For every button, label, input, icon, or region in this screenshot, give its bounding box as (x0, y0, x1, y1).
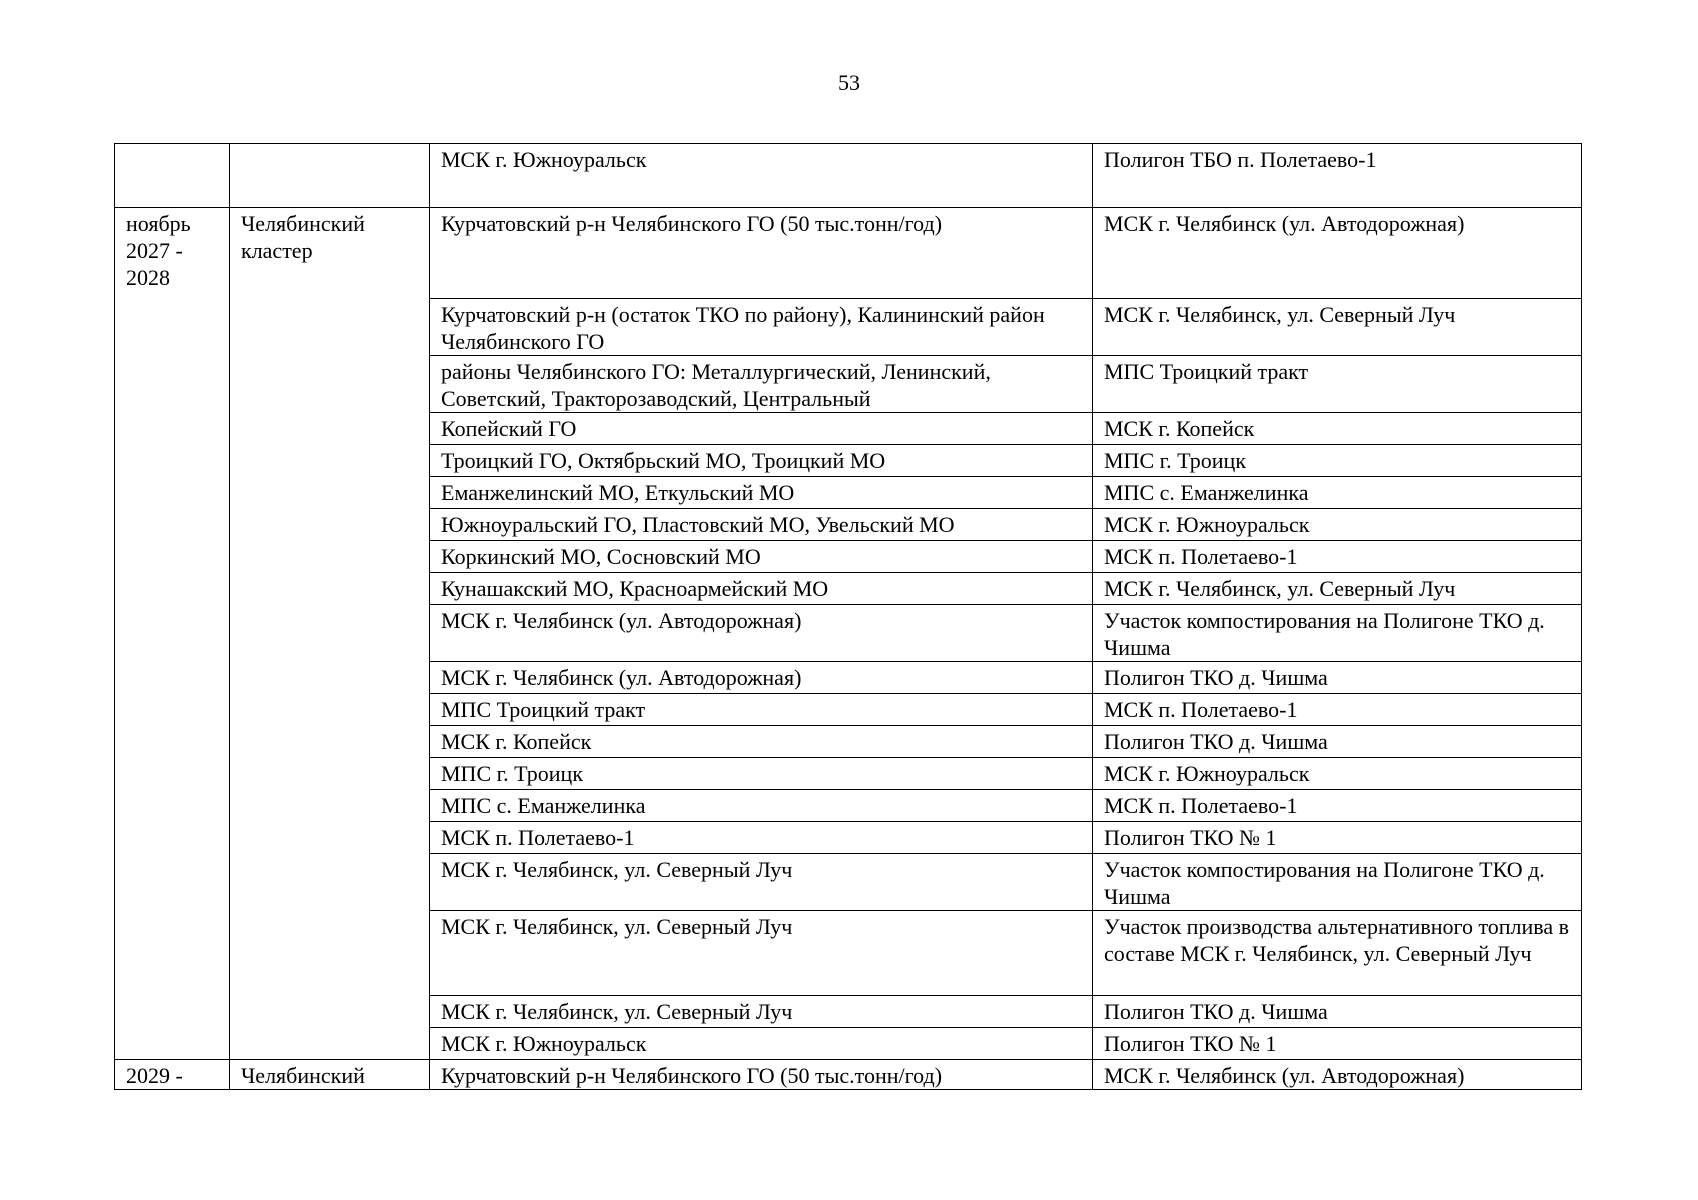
source-cell: МСК г. Челябинск, ул. Северный Луч (430, 854, 1093, 911)
waste-flow-table (114, 143, 1582, 1090)
cluster-cell: Челябинский (230, 1060, 430, 1090)
destination-cell: МСК г. Копейск (1093, 413, 1582, 445)
destination-cell: Полигон ТКО № 1 (1093, 1028, 1582, 1060)
source-cell: Курчатовский р-н Челябинского ГО (50 тыс.тонн/год) (430, 1060, 1093, 1090)
source-cell: МПС г. Троицк (430, 758, 1093, 790)
source-cell: МСК п. Полетаево-1 (430, 822, 1093, 854)
cluster-cell: Челябинский кластер (230, 208, 430, 1060)
source-cell: Южноуральский ГО, Пластовский МО, Увельский МО (430, 509, 1093, 541)
source-cell: районы Челябинского ГО: Металлургический, Ленинский, Советский, Тракторозаводский, Центральный (430, 356, 1093, 413)
destination-cell: Участок компостирования на Полигоне ТКО д. Чишма (1093, 605, 1582, 662)
source-cell: Коркинский МО, Сосновский МО (430, 541, 1093, 573)
destination-cell: Участок производства альтернативного топлива в составе МСК г. Челябинск, ул. Северный Луч (1093, 911, 1582, 996)
source-cell: Кунашакский МО, Красноармейский МО (430, 573, 1093, 605)
source-cell: Троицкий ГО, Октябрьский МО, Троицкий МО (430, 445, 1093, 477)
cluster-cell (230, 144, 430, 208)
destination-cell: Полигон ТКО д. Чишма (1093, 726, 1582, 758)
source-cell: Копейский ГО (430, 413, 1093, 445)
table-row (115, 1060, 1582, 1090)
source-cell: Курчатовский р-н Челябинского ГО (50 тыс.тонн/год) (430, 208, 1093, 299)
source-cell: МПС Троицкий тракт (430, 694, 1093, 726)
source-cell: Курчатовский р-н (остаток ТКО по району), Калининский район Челябинского ГО (430, 299, 1093, 356)
destination-cell: Полигон ТКО д. Чишма (1093, 662, 1582, 694)
destination-cell: МСК г. Южноуральск (1093, 509, 1582, 541)
destination-cell: МСК п. Полетаево-1 (1093, 790, 1582, 822)
destination-cell: МПС Троицкий тракт (1093, 356, 1582, 413)
page-number: 53 (838, 70, 860, 95)
source-cell: Еманжелинский МО, Еткульский МО (430, 477, 1093, 509)
source-cell: МСК г. Южноуральск (430, 1028, 1093, 1060)
source-cell: МСК г. Челябинск, ул. Северный Луч (430, 996, 1093, 1028)
destination-cell: МСК г. Челябинск, ул. Северный Луч (1093, 299, 1582, 356)
period-cell (115, 144, 230, 208)
table-row (115, 144, 1582, 208)
period-cell: 2029 - (115, 1060, 230, 1090)
destination-cell: Полигон ТКО д. Чишма (1093, 996, 1582, 1028)
destination-cell: МСК г. Челябинск (ул. Автодорожная) (1093, 208, 1582, 299)
source-cell: МСК г. Челябинск (ул. Автодорожная) (430, 662, 1093, 694)
destination-cell: МСК г. Челябинск (ул. Автодорожная) (1093, 1060, 1582, 1090)
destination-cell: МСК п. Полетаево-1 (1093, 541, 1582, 573)
table-row (115, 208, 1582, 299)
destination-cell: Полигон ТКО № 1 (1093, 822, 1582, 854)
source-cell: МСК г. Копейск (430, 726, 1093, 758)
source-cell: МПС с. Еманжелинка (430, 790, 1093, 822)
destination-cell: Полигон ТБО п. Полетаево-1 (1093, 144, 1582, 208)
destination-cell: Участок компостирования на Полигоне ТКО д. Чишма (1093, 854, 1582, 911)
destination-cell: МСК п. Полетаево-1 (1093, 694, 1582, 726)
source-cell: МСК г. Челябинск (ул. Автодорожная) (430, 605, 1093, 662)
destination-cell: МПС с. Еманжелинка (1093, 477, 1582, 509)
source-cell: МСК г. Челябинск, ул. Северный Луч (430, 911, 1093, 996)
source-cell: МСК г. Южноуральск (430, 144, 1093, 208)
destination-cell: МПС г. Троицк (1093, 445, 1582, 477)
period-cell: ноябрь 2027 - 2028 (115, 208, 230, 1060)
destination-cell: МСК г. Южноуральск (1093, 758, 1582, 790)
destination-cell: МСК г. Челябинск, ул. Северный Луч (1093, 573, 1582, 605)
